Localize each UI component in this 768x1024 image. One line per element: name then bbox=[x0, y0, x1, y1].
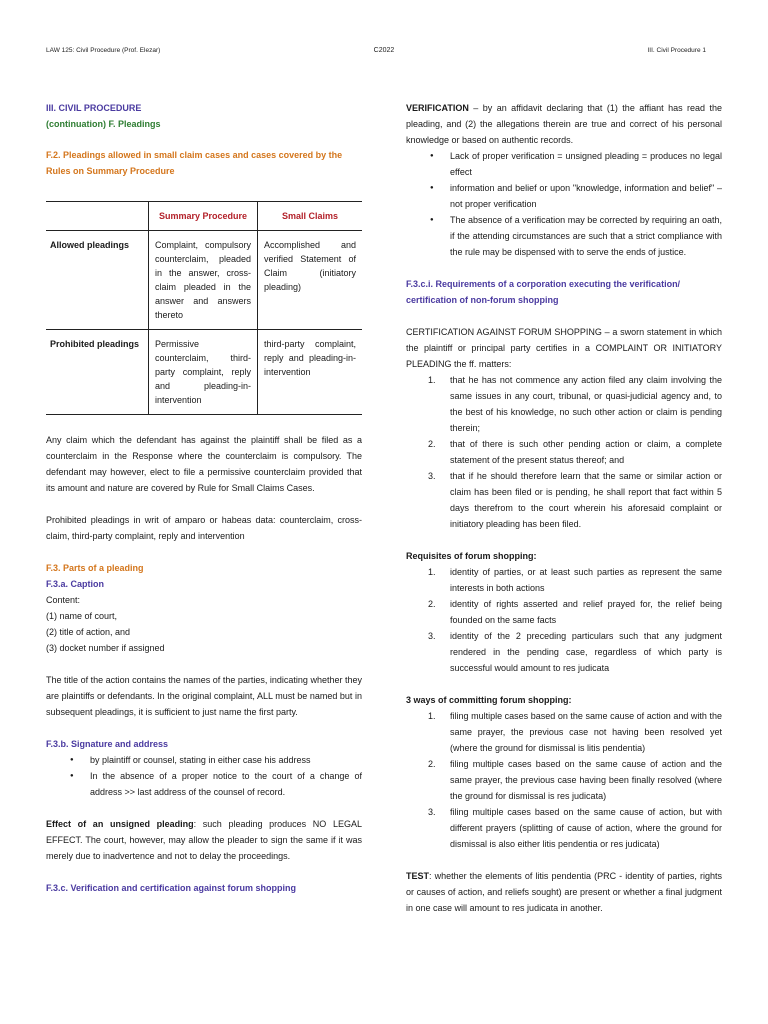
paragraph-verification bbox=[406, 100, 722, 148]
pleadings-table bbox=[46, 201, 362, 415]
verification-label: VERIFICATION bbox=[406, 103, 469, 113]
list-item: 2. that of there is such other pending action or claim, a complete statement of the present status thereof; and bbox=[428, 439, 722, 465]
list-item: ● information and belief or upon "knowledge, information and belief" – not proper verification bbox=[450, 180, 722, 212]
paragraph-test bbox=[406, 868, 722, 916]
list-item: ● The absence of a verification may be corrected by requiring an oath, if the attending circumstances are such that a strict compliance with the rule may be dispensed with to serve the ends of justice. bbox=[450, 212, 722, 260]
list-item: ● Lack of proper verification = unsigned pleading = produces no legal effect bbox=[450, 148, 722, 180]
heading-f3a: F.3.a. Caption bbox=[46, 579, 105, 589]
table-row bbox=[46, 231, 362, 330]
cell-allowed-small: Accomplished and verified Statement of Claim (initiatory pleading) bbox=[258, 231, 363, 330]
heading-f3b: F.3.b. Signature and address bbox=[46, 739, 169, 749]
paragraph-prohibited-amparo: Prohibited pleadings in writ of amparo or habeas data: counterclaim, cross-claim, third-party complaint, reply and intervention bbox=[46, 515, 362, 541]
cell-allowed-summary: Complaint, compulsory counterclaim, pleaded in the answer, cross-claim pleaded in the answer and answers thereto bbox=[149, 231, 258, 330]
list-item: ● In the absence of a proper notice to the court of a change of address >> last address of the counsel of record. bbox=[90, 768, 362, 800]
header-year: C2022 bbox=[373, 47, 395, 54]
heading-f3ci: F.3.c.i. Requirements of a corporation executing the verification/ certification of non-forum shopping bbox=[406, 279, 681, 305]
table-header-summary: Summary Procedure bbox=[149, 202, 258, 231]
content-item: (3) docket number if assigned bbox=[46, 643, 165, 653]
list-item: 3. that if he should therefore learn that the same or similar action or claim has been filed or is pending, he shall report that fact within 5 days therefrom to the court wherein his aforesaid complaint or initiatory pleading has been filed. bbox=[428, 471, 722, 529]
list-item: 2. identity of rights asserted and relief prayed for, the relief being founded on the same facts bbox=[428, 599, 722, 625]
test-label: TEST bbox=[406, 871, 430, 881]
cell-prohibited-small: third-party complaint, reply and pleading-in-intervention bbox=[258, 330, 363, 415]
list-item: 1. filing multiple cases based on the same cause of action and with the same prayer, the previous case not having been resolved yet (where the ground for dismissal is litis pendentia) bbox=[428, 711, 722, 753]
test-text: : whether the elements of litis pendentia (PRC - identity of parties, rights or causes of action, and reliefs sought) are present or whether a final judgment in one case will amount to res judicata in another. bbox=[406, 871, 722, 913]
heading-civil-procedure: III. CIVIL PROCEDURE bbox=[46, 103, 142, 113]
right-column bbox=[406, 100, 722, 916]
heading-f3c: F.3.c. Verification and certification against forum shopping bbox=[46, 883, 297, 893]
list-item: 3. identity of the 2 preceding particulars such that any judgment rendered in the pending case, regardless of which party is successful would amount to res judicata bbox=[428, 631, 722, 673]
list-item: 1. that he has not commence any action filed any claim involving the same issues in any court, tribunal, or quasi-judicial agency and, to the best of his knowledge, no such other action or claim is pending therein; bbox=[428, 375, 722, 433]
unsigned-label: Effect of an unsigned pleading bbox=[46, 819, 194, 829]
requisites-list bbox=[406, 564, 722, 676]
certification-list bbox=[406, 372, 722, 532]
list-item: 3. filing multiple cases based on the same cause of action, but with different prayers (splitting of cause of action, where the ground for dismissal is also either litis pendentia or res judicata) bbox=[428, 807, 722, 849]
table-header-row bbox=[46, 202, 362, 231]
verification-list bbox=[406, 148, 722, 260]
verification-text: – by an affidavit declaring that (1) the affiant has read the pleading, and (2) the allegations therein are true and correct of his personal knowledge or based on authentic records. bbox=[406, 103, 722, 145]
header-section: III. Civil Procedure 1 bbox=[647, 47, 706, 54]
cell-prohibited-summary: Permissive counterclaim, third-party complaint, reply and pleading-in-intervention bbox=[149, 330, 258, 415]
paragraph-counterclaim: Any claim which the defendant has against the plaintiff shall be filed as a counterclaim in the Response where the counterclaim is compulsory. The defendant may however, elect to file a permissive counterclaim provided that its amount and nature are covered by Rule for Small Claims Cases. bbox=[46, 435, 362, 493]
table-header-small-claims: Small Claims bbox=[258, 202, 363, 231]
content-label: Content: bbox=[46, 595, 81, 605]
row-label-allowed: Allowed pleadings bbox=[50, 240, 130, 250]
row-label-prohibited: Prohibited pleadings bbox=[50, 339, 140, 349]
signature-list bbox=[46, 752, 362, 800]
ways-list bbox=[406, 708, 722, 852]
header-course: LAW 125: Civil Procedure (Prof. Elezar) bbox=[46, 47, 161, 54]
list-item: 1. identity of parties, or at least such parties as represent the same interests in both actions bbox=[428, 567, 722, 593]
heading-requisites: Requisites of forum shopping: bbox=[406, 551, 537, 561]
heading-f2: F.2. Pleadings allowed in small claim cases and cases covered by the Rules on Summary Procedure bbox=[46, 150, 343, 176]
heading-pleadings: (continuation) F. Pleadings bbox=[46, 119, 161, 129]
left-column bbox=[46, 100, 362, 896]
paragraph-unsigned bbox=[46, 816, 362, 864]
content-item: (2) title of action, and bbox=[46, 627, 131, 637]
list-item: 2. filing multiple cases based on the same cause of action and the same prayer, the previous case having been finally resolved (where the ground for dismissal is res judicata) bbox=[428, 759, 722, 801]
paragraph-certification: CERTIFICATION AGAINST FORUM SHOPPING – a sworn statement in which the plaintiff or principal party certifies in a COMPLAINT OR INITIATORY PLEADING the ff. matters: bbox=[406, 327, 722, 369]
heading-ways: 3 ways of committing forum shopping: bbox=[406, 695, 572, 705]
paragraph-title-action: The title of the action contains the names of the parties, indicating whether they are plaintiffs or defendants. In the original complaint, ALL must be named but in subsequent pleadings, it is sufficient to just name the first party. bbox=[46, 675, 362, 717]
unsigned-text: : such pleading produces NO LEGAL EFFECT. The court, however, may allow the pleader to sign the same if it was merely due to inadvertence and not to delay the proceedings. bbox=[46, 819, 362, 861]
list-item: ● by plaintiff or counsel, stating in either case his address bbox=[90, 752, 362, 768]
content-item: (1) name of court, bbox=[46, 611, 118, 621]
table-header-empty bbox=[46, 202, 149, 231]
table-row bbox=[46, 330, 362, 415]
heading-f3: F.3. Parts of a pleading bbox=[46, 563, 144, 573]
